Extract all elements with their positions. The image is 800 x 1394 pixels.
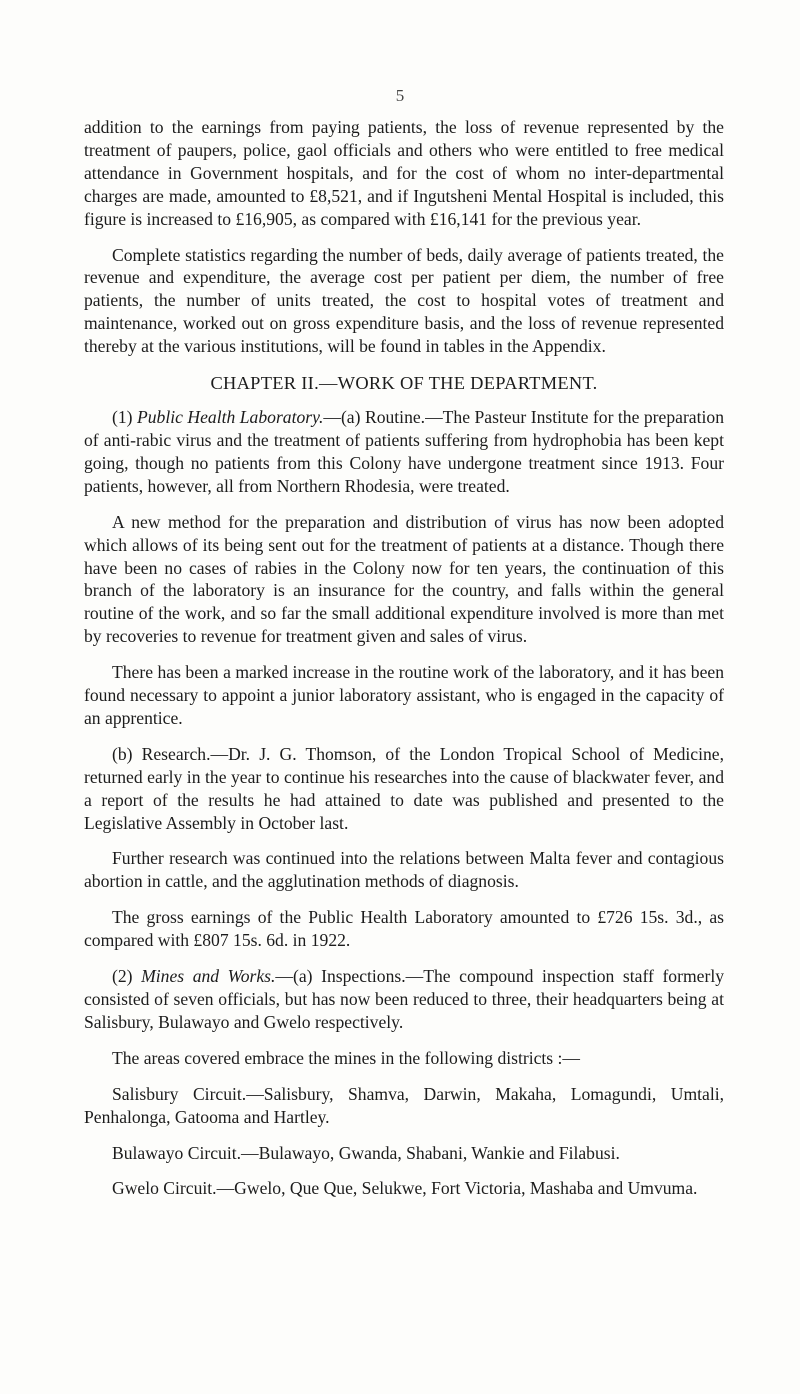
section-number: (1) xyxy=(112,407,137,428)
paragraph-complete-statistics: Complete statistics regarding the number of beds, daily average of patients treated, the revenue and expenditure, the average cost per patient per diem, the number of free patients, the number of units treated, the cost to hospital votes of treatment and maintenance, worked out on gross expenditure basis, and the loss of revenue represented thereby at the various institutions, will be found in tables in the Appendix. xyxy=(84,244,724,357)
section-title-mines-and-works: Mines and Works. xyxy=(141,966,276,987)
paragraph-bulawayo-circuit: Bulawayo Circuit.—Bulawayo, Gwanda, Shabani, Wankie and Filabusi. xyxy=(112,1142,620,1163)
paragraph-mines-and-works xyxy=(84,965,724,1034)
paragraph-research: (b) Research.—Dr. J. G. Thomson, of the London Tropical School of Medicine, returned early in the year to continue his researches into the cause of blackwater fever, and a report of the results he had attained to date was published and presented to the Legislative Assembly in October last. xyxy=(84,743,724,833)
paragraph-public-health-laboratory xyxy=(84,406,724,498)
paragraph-salisbury-circuit: Salisbury Circuit.—Salisbury, Shamva, Darwin, Makaha, Lomagundi, Umtali, Penhalonga, Gatooma and Hartley. xyxy=(84,1083,724,1127)
section-number: (2) xyxy=(112,966,142,987)
body-text xyxy=(84,116,724,1213)
section-title-public-health-laboratory: Public Health Laboratory. xyxy=(137,407,324,428)
page-number: 5 xyxy=(395,86,405,105)
paragraph-gwelo-circuit: Gwelo Circuit.—Gwelo, Que Que, Selukwe, Fort Victoria, Mashaba and Umvuma. xyxy=(112,1178,698,1199)
chapter-heading: CHAPTER II.—WORK OF THE DEPARTMENT. xyxy=(210,373,598,394)
paragraph-gross-earnings: The gross earnings of the Public Health Laboratory amounted to £726 15s. 3d., as compared with £807 15s. 6d. in 1922. xyxy=(84,907,724,951)
paragraph-revenue-loss: addition to the earnings from paying patients, the loss of revenue represented by the treatment of paupers, police, gaol officials and others who were entitled to free medical attendance in Government hospitals, and for the cost of whom no inter-departmental charges are made, amounted to £8,521, and if Ingutsheni Mental Hospital is included, this figure is increased to £16,905, as compared with £16,141 for the previous year. xyxy=(84,117,724,229)
paragraph-routine-text: —(a) Routine.—The Pasteur Institute for the preparation of anti-rabic virus and the treatment of patients suffering from hydrophobia has been kept going, though no patients from this Colony have undergone treatment since 1913. Four patients, however, all from Northern Rhodesia, were treated. xyxy=(84,407,724,496)
paragraph-inspections-text: —(a) Inspections.—The compound inspection staff formerly consisted of seven officials, but has now been reduced to three, their headquarters being at Salisbury, Bulawayo and Gwelo respectively. xyxy=(84,966,725,1032)
paragraph-virus-method: A new method for the preparation and distribution of virus has now been adopted which allows of its being sent out for the treatment of patients at a distance. Though there have been no cases of rabies in the Colony now for ten years, the continuation of this branch of the laboratory is an insurance for the country, and falls within the general routine of the work, and so far the small additional expenditure involved is more than met by recoveries to revenue for treatment given and sales of virus. xyxy=(84,511,724,647)
paragraph-routine-increase: There has been a marked increase in the routine work of the laboratory, and it has been found necessary to appoint a junior laboratory assistant, who is engaged in the capacity of an apprentice. xyxy=(84,662,724,728)
paragraph-further-research: Further research was continued into the relations between Malta fever and contagious abortion in cattle, and the agglutination methods of diagnosis. xyxy=(84,848,724,892)
paragraph-areas-covered: The areas covered embrace the mines in the following districts :— xyxy=(112,1047,581,1068)
